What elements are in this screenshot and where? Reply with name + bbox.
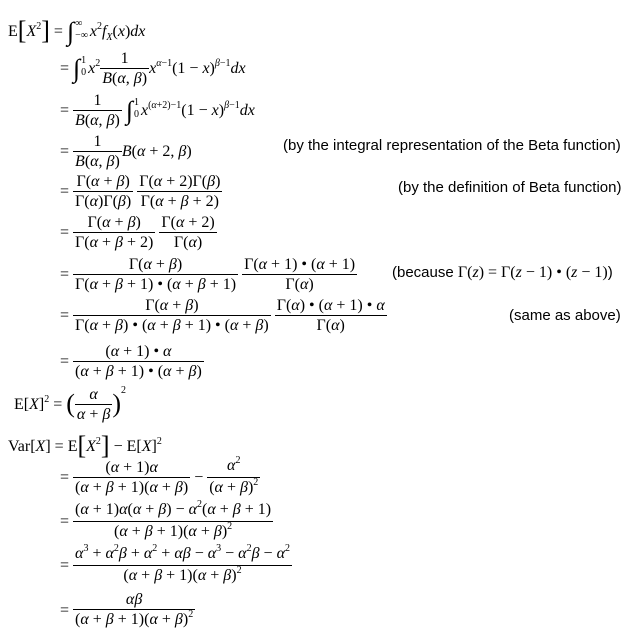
note-beta-definition: (by the definition of Beta function) [398,179,622,196]
eq-row-3: = $\frac{1}{B(\alpha, \beta)}$ ∫ 1 0 $x^{(\alpha+2)-1}(1 - x)^{\beta-1}dx$ [60,91,255,129]
note-integral-representation: (by the integral representation of the Beta function) [283,137,621,154]
eq-ex-squared: $E[X]^2$ = ( $\frac{\alpha}{\alpha + \beta}$ )$^2$ [14,385,126,423]
eq-lhs-ex2: $E[X^2]$ = ∫ ∞ −∞ $x^2f_X(x)dx$ [8,16,146,46]
eq-row-9: = $\frac{(\alpha + 1) • \alpha}{(\alpha + \beta + 1) • (\alpha + \beta)}$ [60,343,202,380]
eq-var-row-4: = $\frac{\alpha^3 + \alpha^2\beta + \alpha^2 + \alpha\beta - \alpha^3 - \alpha^2\beta - \alpha^2}{(\alpha + \beta + 1)(\alpha + \beta)^2}$ [60,543,290,584]
eq-var: $Var[X] = E[X^2] - E[X]^2$ [8,431,162,460]
eq-row-7: = $\frac{\Gamma(\alpha + \beta)}{\Gamma(\alpha + \beta + 1) • (\alpha + \beta + 1)}$ $\frac{\Gamma(\alpha + 1) • (\alpha + 1)}{\Gamma(\alpha)}$ [60,256,356,293]
eq-var-row-3: = $\frac{(\alpha + 1)\alpha(\alpha + \beta) - \alpha^2(\alpha + \beta + 1)}{(\alpha + \beta + 1)(\alpha + \beta)^2}$ [60,499,272,540]
eq-row-5: = $\frac{\Gamma(\alpha + \beta)}{\Gamma(\alpha)\Gamma(\beta)}$ $\frac{\Gamma(\alpha + 2)\Gamma(\beta)}{\Gamma(\alpha + \beta + 2)}$ [60,173,221,210]
eq-row-4: = $\frac{1}{B(\alpha, \beta)}$ B(α + 2, β) [60,133,192,170]
eq-row-8: = $\frac{\Gamma(\alpha + \beta)}{\Gamma(\alpha + \beta) • (\alpha + \beta + 1) • (\alpha + \beta)}$ $\frac{\Gamma(\alpha) • (\alpha + 1) • \alpha}{\Gamma(\alpha)}$ [60,297,385,334]
eq-var-final: = $\frac{\alpha\beta}{(\alpha + \beta + 1)(\alpha + \beta)^2}$ [60,591,194,628]
note-same-as-above: (same as above) [509,307,621,324]
eq-row-2: = ∫ 1 0 $x^2$ $\frac{1}{B(\alpha, \beta)}$ $x^{\alpha-1}(1 - x)^{\beta-1}dx$ [60,49,246,87]
eq-row-6: = $\frac{\Gamma(\alpha + \beta)}{\Gamma(\alpha + \beta + 2)}$ $\frac{\Gamma(\alpha + 2)}{\Gamma(\alpha)}$ [60,214,215,251]
eq-var-row-2: = $\frac{(\alpha + 1)\alpha}{(\alpha + \beta + 1)(\alpha + \beta)}$ − $\frac{\alpha^2}{(\alpha + \beta)^2}$ [60,455,259,496]
note-gamma-recurrence: (because Γ(z) = Γ(z − 1) • (z − 1)) [392,264,613,281]
